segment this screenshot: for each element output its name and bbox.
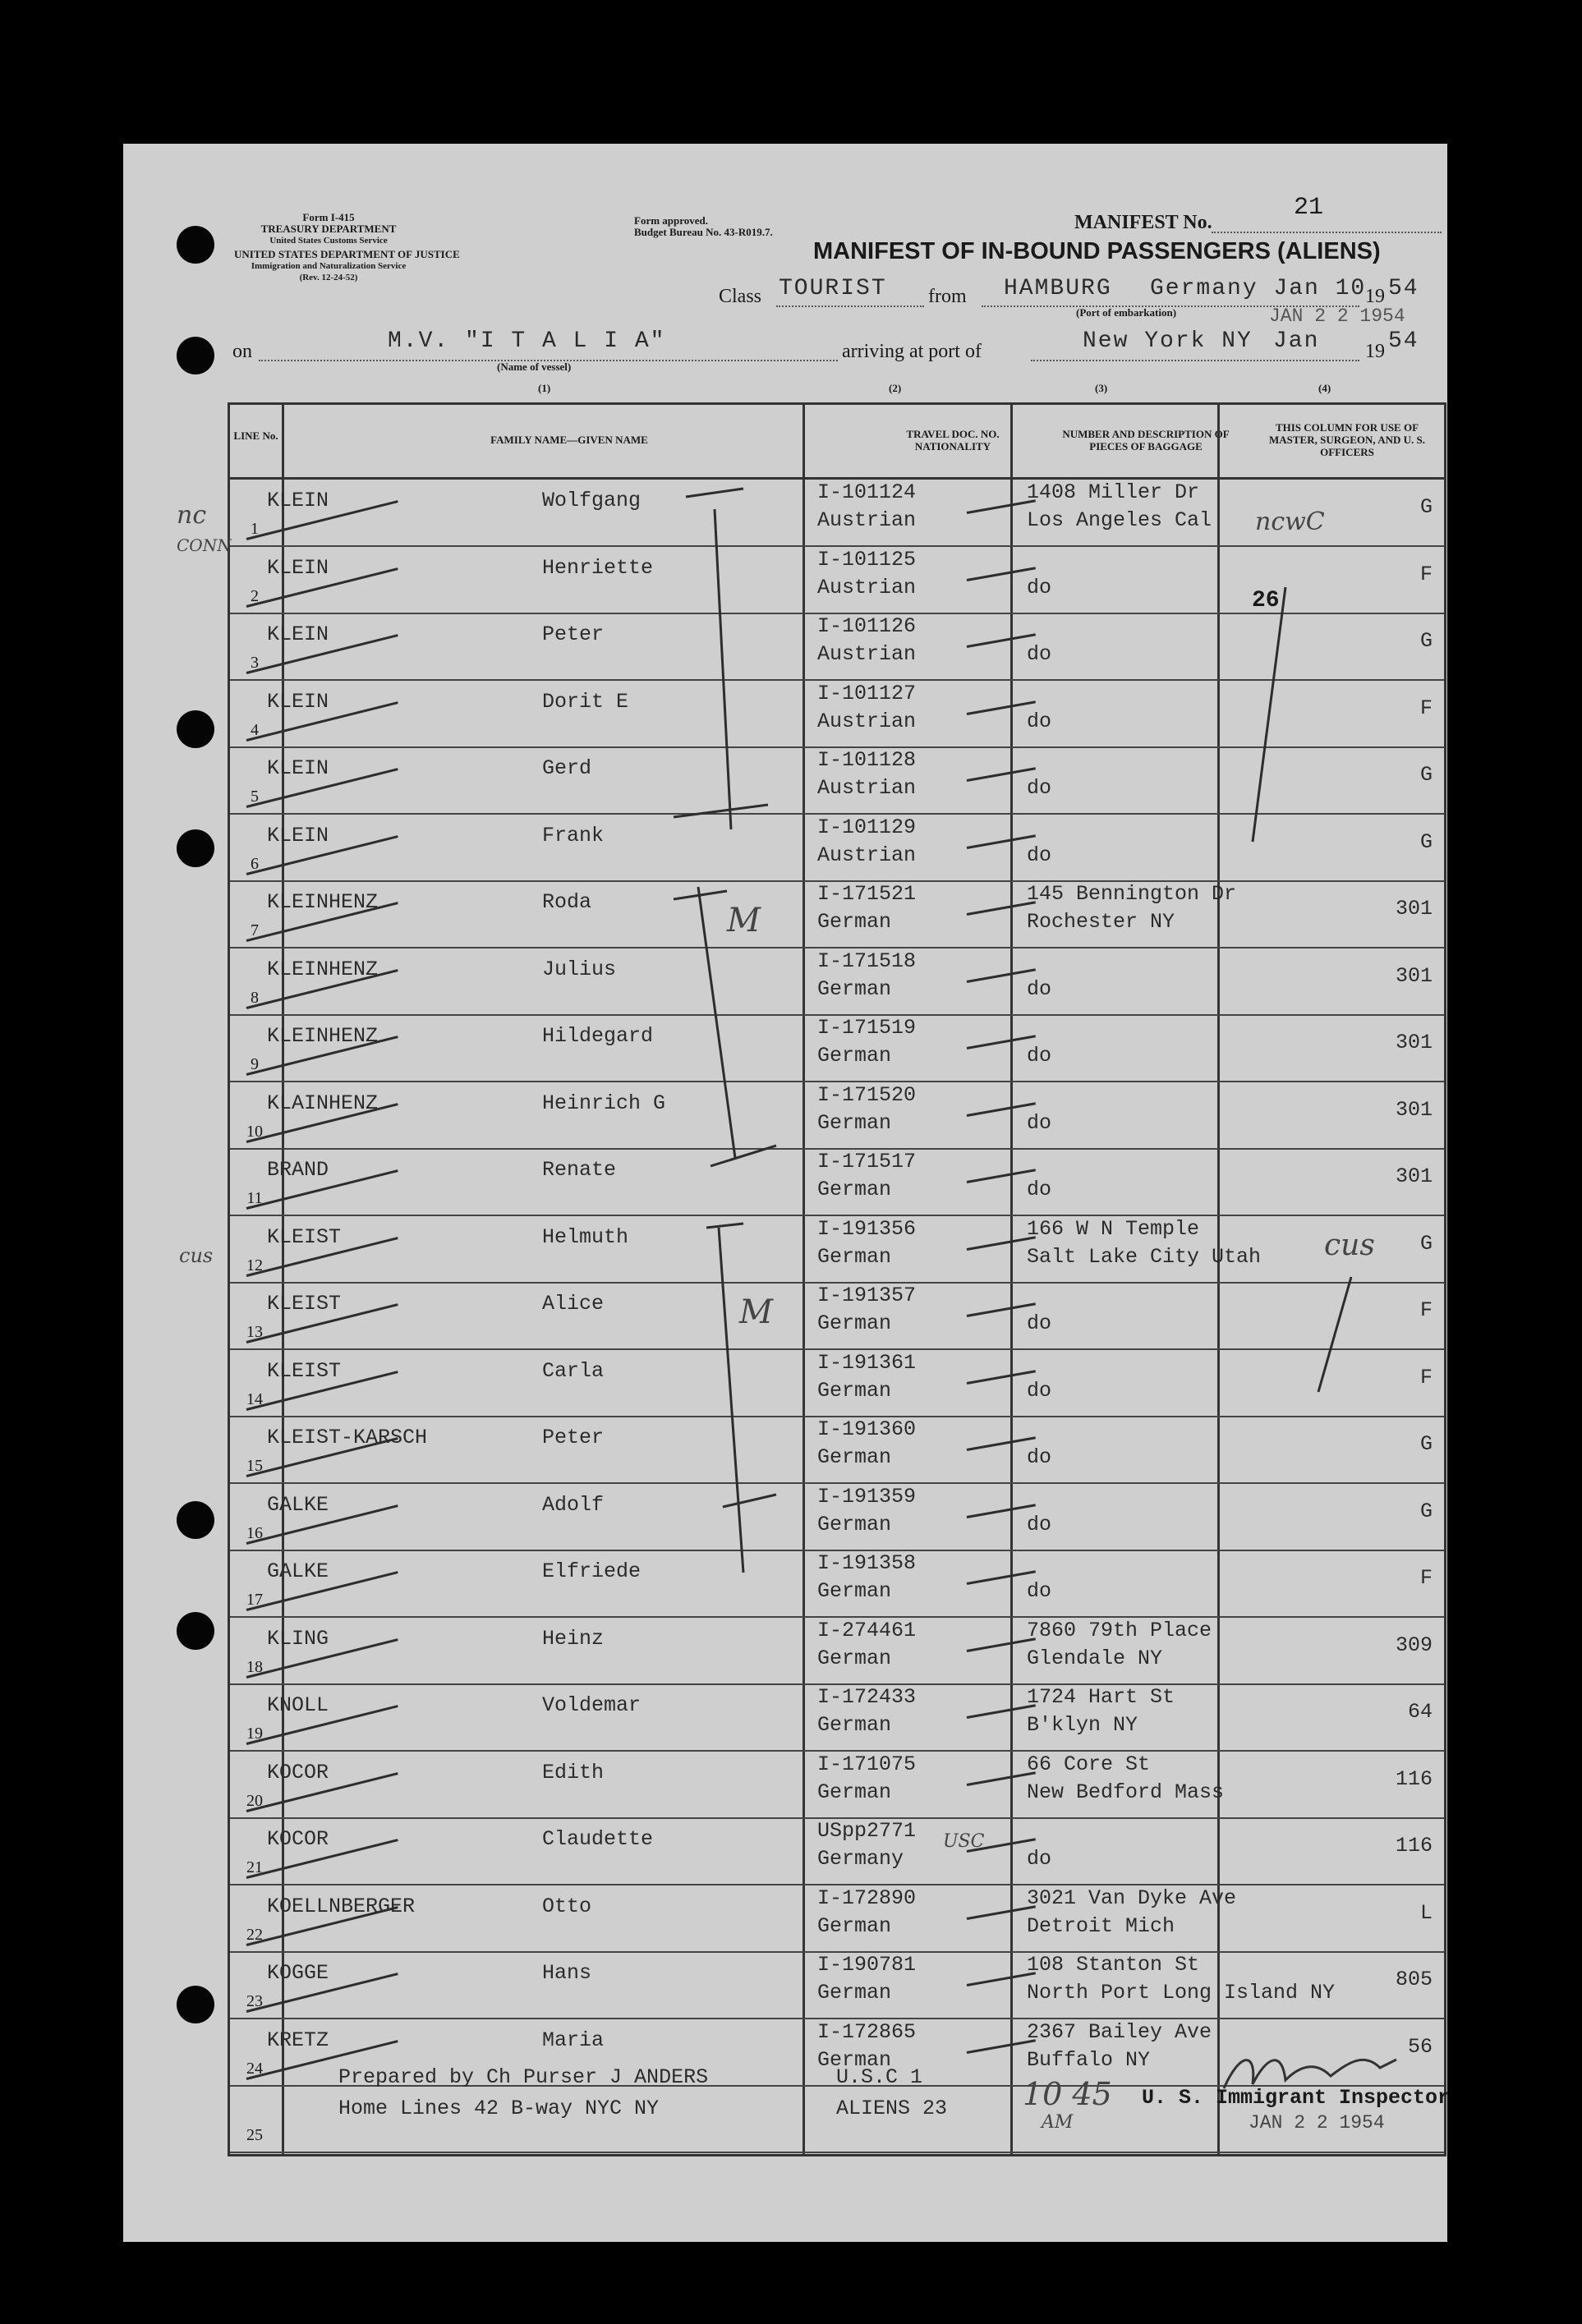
officer-mark: 56 — [1407, 2034, 1433, 2059]
line-number: 12 — [246, 1256, 263, 1275]
officer-mark: G — [1419, 829, 1433, 854]
year-value: 54 — [1388, 276, 1419, 301]
service: United States Customs Service — [269, 236, 388, 246]
line-number: 9 — [251, 1055, 259, 1073]
nationality: Austrian — [817, 843, 917, 867]
on-label: on — [232, 341, 252, 362]
travel-doc-number: I-172865 — [817, 2019, 917, 2044]
travel-doc-number: I-172890 — [817, 1885, 917, 1910]
year-value-2: 54 — [1388, 328, 1419, 354]
officer-mark: F — [1419, 1298, 1433, 1322]
baggage-address-1: 7860 79th Place — [1027, 1618, 1212, 1642]
given-name: Gerd — [542, 756, 592, 780]
nationality: German — [817, 1646, 892, 1670]
family-name: KLING — [267, 1626, 329, 1651]
travel-doc-number: I-101129 — [817, 815, 917, 839]
baggage-address-2: Buffalo NY — [1027, 2047, 1151, 2072]
given-name: Peter — [542, 1426, 605, 1449]
given-name: Roda — [542, 890, 592, 914]
officer-mark: F — [1419, 1365, 1433, 1389]
family-name: KLEIN — [267, 823, 329, 847]
baggage-address-2: do — [1027, 1110, 1052, 1135]
family-name: GALKE — [267, 1559, 329, 1583]
form-number: Form I-415 — [302, 211, 355, 223]
revision: (Rev. 12-24-52) — [299, 273, 358, 282]
nationality: German — [817, 1780, 892, 1804]
line-number: 1 — [251, 520, 259, 538]
line-number: 11 — [246, 1189, 263, 1207]
officer-mark: 64 — [1407, 1700, 1433, 1724]
family-name: BRAND — [267, 1158, 329, 1182]
ncwc-note: ncwC — [1255, 508, 1325, 536]
nationality: Austrian — [817, 776, 917, 800]
officer-mark: 116 — [1395, 1834, 1433, 1858]
officer-mark: G — [1419, 1231, 1433, 1256]
family-name: KOGGE — [267, 1961, 329, 1985]
inspector-date-stamp: JAN 2 2 1954 — [1249, 2112, 1385, 2133]
margin-note-conn: CONN — [177, 535, 232, 555]
home-lines: Home Lines 42 B-way NYC NY — [338, 2097, 660, 2120]
nationality: Austrian — [817, 709, 917, 733]
nationality: German — [817, 2047, 892, 2072]
family-name: KLEIN — [267, 756, 329, 780]
given-name: Maria — [542, 2028, 605, 2052]
baggage-address-2: do — [1027, 1311, 1052, 1335]
travel-doc-number: I-190781 — [817, 1953, 917, 1977]
travel-doc-number: I-191361 — [817, 1350, 917, 1375]
family-name: KOCOR — [267, 1760, 329, 1784]
port-of-embarkation: HAMBURG — [1004, 276, 1112, 301]
travel-doc-number: I-191357 — [817, 1284, 917, 1307]
family-name: KLEINHENZ — [267, 890, 379, 914]
nationality: German — [817, 1981, 892, 2005]
travel-doc-number: I-171520 — [817, 1082, 917, 1107]
baggage-address-2: do — [1027, 1579, 1052, 1603]
margin-note-cus: cus — [179, 1244, 214, 1267]
family-name: KLEIN — [267, 555, 329, 580]
travel-doc-number: I-171519 — [817, 1016, 917, 1040]
officer-mark: F — [1419, 562, 1433, 586]
family-name: KLEINHENZ — [267, 957, 379, 981]
given-name: Henriette — [542, 555, 654, 580]
nationality: Austrian — [817, 642, 917, 666]
family-name: KLEIST — [267, 1292, 342, 1316]
manifest-number: 21 — [1294, 194, 1324, 222]
arrival-time-suffix: AM — [1042, 2112, 1074, 2133]
line-number: 19 — [246, 1725, 263, 1743]
baggage-address-2: do — [1027, 1044, 1052, 1068]
baggage-address-1: 1408 Miller Dr — [1027, 480, 1200, 504]
inspector-title: U. S. Immigrant Inspector — [1142, 2086, 1451, 2110]
given-name: Frank — [542, 823, 605, 847]
officer-mark: G — [1419, 1499, 1433, 1523]
baggage-address-2: do — [1027, 843, 1052, 867]
prepared-by: Prepared by Ch Purser J ANDERS — [338, 2065, 709, 2089]
margin-note-nc: nc — [177, 501, 207, 530]
arriving-label: arriving at port of — [842, 341, 982, 362]
given-name: Adolf — [542, 1492, 605, 1517]
year-prefix: 19 — [1365, 286, 1385, 307]
officer-mark: L — [1419, 1900, 1433, 1925]
baggage-address-2: Salt Lake City Utah — [1027, 1244, 1262, 1269]
baggage-address-2: do — [1027, 709, 1052, 733]
family-name: KLEIST-KARSCH — [267, 1426, 428, 1449]
given-name: Otto — [542, 1894, 592, 1918]
nationality: German — [817, 1913, 892, 1938]
line-number: 14 — [246, 1389, 263, 1408]
nationality: German — [817, 1178, 892, 1201]
nationality: German — [817, 1579, 892, 1603]
line-number: 22 — [246, 1925, 263, 1944]
baggage-address-1: 1724 Hart St — [1027, 1685, 1175, 1709]
line-number: 3 — [251, 654, 259, 672]
travel-doc-number: I-101128 — [817, 748, 917, 772]
travel-doc-number: I-191360 — [817, 1417, 917, 1441]
baggage-address-2: New Bedford Mass — [1027, 1780, 1225, 1804]
baggage-address-2: North Port Long Island NY — [1027, 1981, 1336, 2005]
line-number: 8 — [251, 988, 259, 1007]
nationality: Austrian — [817, 508, 917, 532]
baggage-address-2: do — [1027, 1847, 1052, 1871]
manifest-title: MANIFEST OF IN-BOUND PASSENGERS (ALIENS) — [813, 238, 1381, 264]
given-name: Wolfgang — [542, 489, 642, 512]
department: TREASURY DEPARTMENT — [260, 223, 397, 235]
baggage-address-2: Rochester NY — [1027, 910, 1175, 934]
line-number: 7 — [251, 921, 259, 939]
family-name: KLAINHENZ — [267, 1091, 379, 1115]
col-num-1: (1) — [538, 382, 551, 394]
travel-doc-number: USpp2771 — [817, 1819, 917, 1843]
nationality: German — [817, 1445, 892, 1469]
baggage-address-1: 66 Core St — [1027, 1752, 1151, 1776]
nationality: German — [817, 976, 892, 1001]
nationality: German — [817, 910, 892, 934]
line-number: 20 — [246, 1791, 263, 1810]
line-number: 25 — [246, 2126, 263, 2144]
officer-mark: 301 — [1395, 963, 1433, 988]
initial-m-2: M — [739, 1293, 773, 1331]
line-number: 24 — [246, 2059, 263, 2078]
travel-doc-number: I-171075 — [817, 1752, 917, 1776]
officer-mark: 301 — [1395, 1031, 1433, 1054]
officer-mark: G — [1419, 495, 1433, 519]
nationality: German — [817, 1378, 892, 1403]
nationality: German — [817, 1244, 892, 1269]
usc-note: USC — [943, 1831, 985, 1852]
officer-mark: 301 — [1395, 1164, 1433, 1188]
cus-note: cus — [1324, 1229, 1375, 1262]
given-name: Hildegard — [542, 1024, 654, 1048]
family-name: KLEIST — [267, 1358, 342, 1383]
port-caption: (Port of embarkation) — [1076, 306, 1177, 319]
baggage-address-1: 108 Stanton St — [1027, 1953, 1200, 1977]
given-name: Dorit E — [542, 689, 629, 714]
family-name: KNOLL — [267, 1693, 329, 1717]
baggage-address-1: 2367 Bailey Ave — [1027, 2019, 1212, 2044]
given-name: Elfriede — [542, 1559, 642, 1583]
aliens-count: ALIENS 23 — [836, 2097, 948, 2120]
baggage-address-2: do — [1027, 776, 1052, 800]
date-stamp-top: JAN 2 2 1954 — [1269, 305, 1405, 327]
vessel-name: M.V. "I T A L I A" — [388, 328, 666, 354]
baggage-address-2: do — [1027, 1378, 1052, 1403]
col-num-3: (3) — [1095, 382, 1108, 394]
baggage-address-2: Detroit Mich — [1027, 1913, 1175, 1938]
col-num-4: (4) — [1318, 382, 1331, 394]
travel-doc-number: I-274461 — [817, 1618, 917, 1642]
given-name: Hans — [542, 1961, 592, 1985]
officer-mark: 309 — [1395, 1633, 1433, 1657]
given-name: Carla — [542, 1358, 605, 1383]
vessel-caption: (Name of vessel) — [497, 361, 572, 373]
manifest-label: MANIFEST No. — [1074, 212, 1212, 233]
given-name: Renate — [542, 1158, 617, 1182]
officer-mark: 301 — [1395, 1097, 1433, 1122]
travel-doc-number: I-101124 — [817, 480, 917, 504]
budget-bureau: Budget Bureau No. 43-R019.7. — [634, 226, 773, 238]
col-num-2: (2) — [889, 382, 902, 394]
family-name: KLEIN — [267, 622, 329, 646]
line-number: 16 — [246, 1523, 263, 1542]
travel-doc-number: I-191359 — [817, 1484, 917, 1509]
family-name: KOELLNBERGER — [267, 1894, 416, 1918]
baggage-address-2: do — [1027, 1445, 1052, 1469]
header-baggage: NUMBER AND DESCRIPTION OF PIECES OF BAGGAGE — [1062, 428, 1230, 452]
given-name: Edith — [542, 1760, 605, 1784]
given-name: Voldemar — [542, 1693, 642, 1717]
nationality: German — [817, 1110, 892, 1135]
given-name: Heinrich G — [542, 1091, 666, 1115]
line-number: 5 — [251, 788, 259, 806]
initial-m-1: M — [727, 902, 761, 939]
line-number: 4 — [251, 720, 259, 739]
travel-doc-number: I-191356 — [817, 1216, 917, 1241]
family-name: KLEIN — [267, 689, 329, 714]
nationality: German — [817, 1713, 892, 1737]
nationality: German — [817, 1311, 892, 1335]
doj: UNITED STATES DEPARTMENT OF JUSTICE — [234, 248, 460, 260]
baggage-address-2: do — [1027, 575, 1052, 599]
travel-doc-number: I-101127 — [817, 681, 917, 705]
baggage-address-2: B'klyn NY — [1027, 1713, 1138, 1737]
line-number: 2 — [251, 586, 259, 605]
given-name: Alice — [542, 1292, 605, 1316]
travel-doc-number: I-172433 — [817, 1685, 917, 1709]
usc-count: U.S.C 1 — [836, 2065, 923, 2089]
baggage-address-2: do — [1027, 976, 1052, 1001]
nationality: Austrian — [817, 575, 917, 599]
baggage-address-2: Glendale NY — [1027, 1646, 1163, 1670]
country-date: Germany Jan 10 — [1150, 276, 1367, 301]
baggage-address-2: do — [1027, 1178, 1052, 1201]
given-name: Peter — [542, 622, 605, 646]
class-value: TOURIST — [779, 276, 887, 301]
nationality: German — [817, 1044, 892, 1068]
line-number: 6 — [251, 854, 259, 873]
family-name: GALKE — [267, 1492, 329, 1517]
nationality: German — [817, 1512, 892, 1536]
family-name: KLEINHENZ — [267, 1024, 379, 1048]
header-officers: THIS COLUMN FOR USE OF MASTER, SURGEON, AND U. S. OFFICERS — [1269, 421, 1425, 458]
line-number: 10 — [246, 1122, 263, 1141]
nationality: Germany — [817, 1847, 904, 1871]
officer-mark: G — [1419, 629, 1433, 653]
class-label: Class — [719, 286, 762, 307]
header-line-no: LINE No. — [233, 429, 278, 442]
given-name: Heinz — [542, 1626, 605, 1651]
officer-mark: F — [1419, 1566, 1433, 1590]
officer-mark: 301 — [1395, 897, 1433, 921]
arrival-port: New York NY — [1083, 328, 1253, 354]
officer-mark: G — [1419, 1432, 1433, 1456]
given-name: Helmuth — [542, 1224, 629, 1249]
travel-doc-number: I-101126 — [817, 614, 917, 638]
family-name: KLEIST — [267, 1224, 342, 1249]
line-number: 21 — [246, 1858, 263, 1876]
given-name: Julius — [542, 957, 617, 981]
officer-mark: F — [1419, 696, 1433, 720]
officer-mark: 805 — [1395, 1968, 1433, 1991]
count-note: 26 — [1252, 588, 1280, 613]
travel-doc-number: I-191358 — [817, 1551, 917, 1575]
travel-doc-number: I-171521 — [817, 882, 917, 906]
family-name: KOCOR — [267, 1827, 329, 1851]
travel-doc-number: I-171518 — [817, 948, 917, 973]
line-number: 15 — [246, 1457, 263, 1475]
family-name: KLEIN — [267, 489, 329, 512]
baggage-address-1: 3021 Van Dyke Ave — [1027, 1885, 1237, 1910]
line-number: 23 — [246, 1992, 263, 2010]
arrival-time: 10 45 — [1023, 2076, 1112, 2112]
family-name: KRETZ — [267, 2028, 329, 2052]
year-prefix-2: 19 — [1365, 341, 1385, 362]
baggage-address-2: do — [1027, 1512, 1052, 1536]
line-number: 18 — [246, 1657, 263, 1676]
baggage-address-1: 166 W N Temple — [1027, 1216, 1200, 1241]
officer-mark: G — [1419, 763, 1433, 787]
baggage-address-2: Los Angeles Cal — [1027, 508, 1212, 532]
officer-mark: 116 — [1395, 1766, 1433, 1791]
from-label: from — [928, 286, 967, 307]
line-number: 13 — [246, 1323, 263, 1341]
header-name: FAMILY NAME—GIVEN NAME — [490, 434, 648, 446]
form-approved: Form approved. — [634, 214, 709, 227]
travel-doc-number: I-101125 — [817, 547, 917, 572]
ins: Immigration and Naturalization Service — [251, 261, 407, 271]
line-number: 17 — [246, 1591, 263, 1609]
arrival-date: Jan — [1273, 328, 1320, 354]
travel-doc-number: I-171517 — [817, 1150, 917, 1173]
baggage-address-1: 145 Bennington Dr — [1027, 882, 1237, 906]
baggage-address-2: do — [1027, 642, 1052, 666]
given-name: Claudette — [542, 1827, 654, 1851]
header-travel-doc: TRAVEL DOC. NO. NATIONALITY — [906, 428, 1000, 452]
